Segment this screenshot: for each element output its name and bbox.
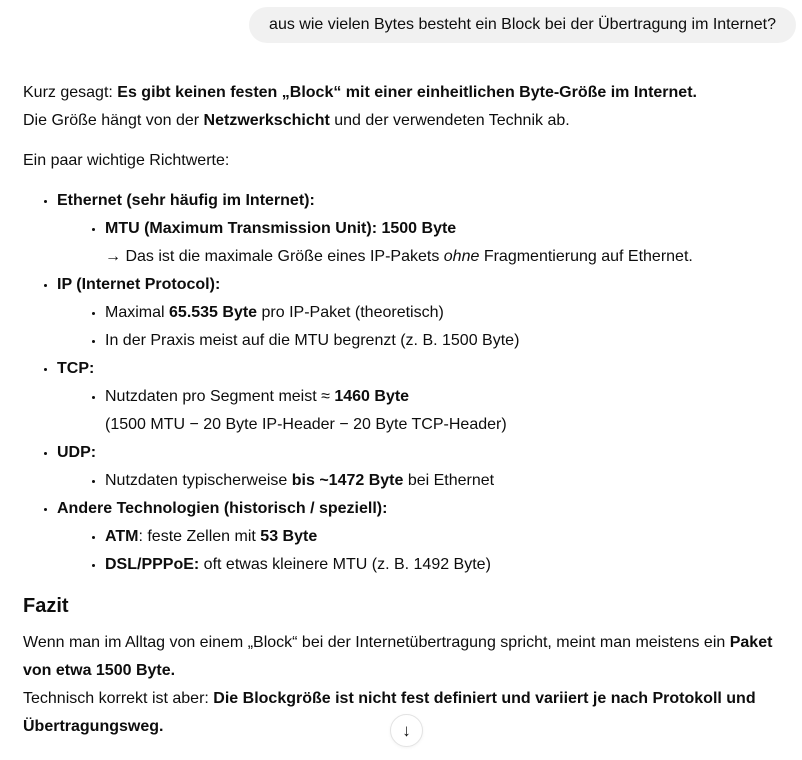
ip-sublist xyxy=(57,299,786,355)
text-segment: IP (Internet Protocol): xyxy=(57,276,221,293)
scroll-to-bottom-button[interactable] xyxy=(390,714,423,747)
list-item-dsl xyxy=(105,551,786,579)
text-segment: Technisch korrekt ist aber: xyxy=(23,690,214,707)
list-item-andere xyxy=(57,495,786,579)
list-item-text xyxy=(105,299,786,327)
list-item-udp-nutzdaten xyxy=(105,467,786,495)
richtwerte-list xyxy=(23,187,786,579)
user-message-text: aus wie vielen Bytes besteht ein Block bei der Übertragung im Internet? xyxy=(269,16,776,33)
udp-sublist xyxy=(57,467,786,495)
text-segment: Es gibt keinen festen „Block“ mit einer einheitlichen Byte-Größe im Internet. xyxy=(117,84,697,101)
andere-sublist xyxy=(57,523,786,579)
text-segment: TCP: xyxy=(57,360,95,377)
list-item-tcp xyxy=(57,355,786,439)
text-segment: UDP: xyxy=(57,444,97,461)
assistant-message xyxy=(0,79,802,741)
list-item-ip xyxy=(57,271,786,355)
text-segment: Andere Technologien (historisch / speziell): xyxy=(57,500,388,517)
list-item-ip-max xyxy=(105,299,786,327)
arrow-down-icon: ↓ xyxy=(402,721,411,740)
text-segment: Nutzdaten pro Segment meist ≈ xyxy=(105,388,335,405)
list-item-ethernet xyxy=(57,187,786,271)
list-item-text xyxy=(105,383,786,439)
text-segment: Paket von etwa 1500 Byte. xyxy=(23,634,773,679)
text-segment: Netzwerkschicht xyxy=(203,112,330,129)
list-item-text xyxy=(105,467,786,495)
list-item-udp xyxy=(57,439,786,495)
text-segment: Kurz gesagt: xyxy=(23,84,118,101)
list-item-atm xyxy=(105,523,786,551)
list-item-head xyxy=(57,271,786,299)
text-segment: (1500 MTU − 20 Byte IP-Header − 20 Byte TCP-Header) xyxy=(105,416,507,433)
text-segment: DSL/PPPoE: xyxy=(105,556,200,573)
text-segment: 1460 Byte xyxy=(334,388,410,405)
text-segment: 53 Byte xyxy=(260,528,318,545)
list-item-tcp-nutzdaten xyxy=(105,383,786,439)
text-segment: Maximal xyxy=(105,304,170,321)
text-segment: oft etwas kleinere MTU (z. B. 1492 Byte) xyxy=(199,556,491,573)
text-segment: Die Größe hängt von der xyxy=(23,112,204,129)
list-item-head xyxy=(57,495,786,523)
list-item-head xyxy=(57,187,786,215)
text-segment: bis ~1472 Byte xyxy=(291,472,404,489)
text-segment: : feste Zellen mit xyxy=(138,528,261,545)
text-segment: pro IP-Paket (theoretisch) xyxy=(257,304,444,321)
list-item-mtu xyxy=(105,215,786,271)
list-item-head xyxy=(57,439,786,467)
text-segment: MTU (Maximum Transmission Unit): 1500 Byte xyxy=(105,220,457,237)
text-segment: ATM xyxy=(105,528,139,545)
list-item-text xyxy=(105,523,786,551)
text-segment: Ethernet (sehr häufig im Internet): xyxy=(57,192,315,209)
text-segment: ohne xyxy=(443,248,480,265)
list-item-text xyxy=(105,215,786,271)
text-segment: Wenn man im Alltag von einem „Block“ bei der Internetübertragung spricht, meint man meistens ein xyxy=(23,634,730,651)
text-segment: und der verwendeten Technik ab. xyxy=(329,112,570,129)
text-segment: 65.535 Byte xyxy=(169,304,258,321)
text-segment: bei Ethernet xyxy=(403,472,495,489)
user-message-row xyxy=(0,0,802,43)
intro-paragraph xyxy=(23,79,786,135)
fazit-heading: Fazit xyxy=(23,595,69,617)
list-item-text xyxy=(105,551,786,579)
ethernet-sublist xyxy=(57,215,786,271)
list-item-head xyxy=(57,355,786,383)
text-segment: Fragmentierung auf Ethernet. xyxy=(479,248,693,265)
text-segment: Die Blockgröße ist nicht fest definiert und variiert je nach Protokoll und Übertragungsweg. xyxy=(23,690,756,735)
list-item-text xyxy=(105,327,786,355)
text-segment: → Das ist die maximale Größe eines IP-Pakets xyxy=(105,248,444,265)
tcp-sublist xyxy=(57,383,786,439)
list-item-ip-praxis xyxy=(105,327,786,355)
user-message-bubble xyxy=(249,7,796,43)
text-segment: Ein paar wichtige Richtwerte: xyxy=(23,152,230,169)
richtwerte-lead xyxy=(23,147,786,175)
text-segment: In der Praxis meist auf die MTU begrenzt (z. B. 1500 Byte) xyxy=(105,332,520,349)
text-segment: Nutzdaten typischerweise xyxy=(105,472,292,489)
